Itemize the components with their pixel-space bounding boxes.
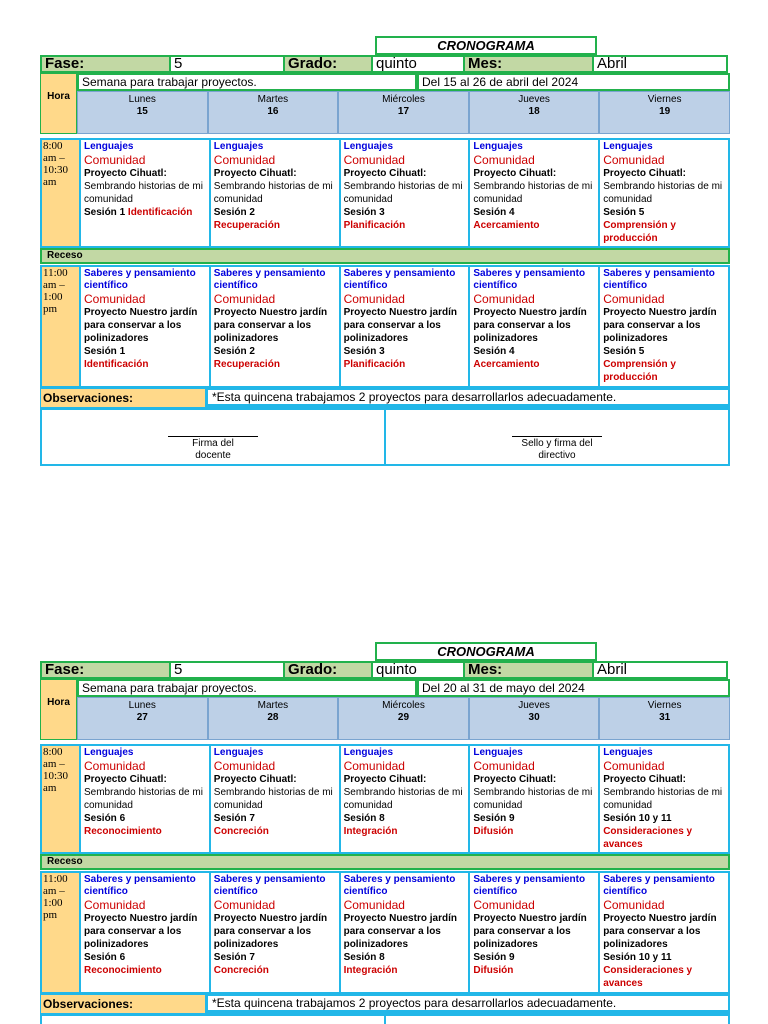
mes-value: Abril [592, 661, 728, 679]
day-name: Lunes [128, 700, 156, 711]
community: Comunidad [603, 292, 665, 306]
semana-text: Semana para trabajar proyectos. [77, 73, 417, 91]
project-description: Sembrando historias de mi comunidad [84, 787, 203, 811]
day-header [599, 697, 730, 740]
project: Proyecto Cihuatl: [603, 774, 686, 785]
day-header [208, 91, 339, 134]
day-header [469, 91, 600, 134]
morning-time: 8:00 am – 10:30 am [42, 746, 79, 852]
signature-docente [42, 410, 384, 464]
signature-label: Sello y firma del [521, 438, 593, 449]
afternoon-time: 11:00 am – 1:00 pm [42, 267, 79, 386]
schedule-cell [339, 267, 469, 386]
activity: Concreción [213, 826, 269, 837]
fase-value: 5 [169, 661, 285, 679]
fase-value: 5 [169, 55, 285, 73]
subject: Saberes y pensamiento científico [213, 268, 326, 291]
activity: Acercamiento [473, 220, 540, 231]
schedule-cell [79, 140, 209, 246]
day-header [338, 697, 469, 740]
day-header [77, 697, 208, 740]
subject: Saberes y pensamiento científico [603, 874, 715, 897]
session: Sesión 6 [84, 813, 126, 824]
project: Proyecto Nuestro jardín para conservar a los polinizadores [603, 307, 717, 344]
project: Proyecto Cihuatl: [343, 774, 427, 785]
session: Sesión 10 y 11 [603, 952, 672, 963]
subject: Saberes y pensamiento científico [84, 874, 196, 897]
project: Proyecto Nuestro jardín para conservar a los polinizadores [603, 913, 717, 950]
activity: Integración [343, 826, 398, 837]
day-name: Jueves [518, 94, 550, 105]
afternoon-time: 11:00 am – 1:00 pm [42, 873, 79, 992]
community: Comunidad [84, 898, 146, 912]
project: Proyecto Nuestro jardín para conservar a los polinizadores [213, 307, 328, 344]
subject: Lenguajes [603, 141, 653, 152]
session: Sesión 10 y 11 [603, 813, 672, 824]
hora-label: Hora [40, 679, 77, 740]
schedule-cell [339, 873, 469, 992]
activity: Planificación [343, 359, 406, 370]
semana-text: Semana para trabajar proyectos. [77, 679, 417, 697]
signature-directivo [384, 1016, 728, 1024]
project-description: Sembrando historias de mi comunidad [343, 181, 463, 205]
mes-label: Mes: [463, 55, 594, 73]
schedule-cell [598, 873, 728, 992]
community: Comunidad [603, 898, 665, 912]
session: Sesión 3 [343, 207, 385, 218]
schedule-cell [468, 746, 598, 852]
subject: Saberes y pensamiento científico [473, 874, 586, 897]
activity: Difusión [473, 826, 514, 837]
activity: Comprensión y producción [603, 220, 676, 244]
grado-label: Grado: [283, 55, 373, 73]
session: Sesión 2 [213, 346, 255, 357]
hora-label: Hora [40, 73, 77, 134]
schedule-cell [468, 267, 598, 386]
day-number: 17 [397, 106, 410, 117]
morning-row [40, 744, 730, 854]
subject: Saberes y pensamiento científico [473, 268, 586, 291]
signature-row [40, 408, 730, 466]
community: Comunidad [84, 153, 146, 167]
days-header [77, 91, 730, 134]
receso-row: Receso [40, 248, 730, 264]
schedule-cell [598, 140, 728, 246]
subject: Lenguajes [473, 747, 523, 758]
grado-label: Grado: [283, 661, 373, 679]
observations-text: *Esta quincena trabajamos 2 proyectos para desarrollarlos adecuadamente. [206, 994, 730, 1014]
schedule-cell [79, 746, 209, 852]
subject: Lenguajes [213, 141, 264, 152]
community: Comunidad [603, 759, 665, 773]
community: Comunidad [84, 292, 146, 306]
project: Proyecto Nuestro jardín para conservar a los polinizadores [84, 913, 198, 950]
schedule-cell [209, 140, 339, 246]
project-description: Sembrando historias de mi comunidad [213, 787, 333, 811]
project: Proyecto Cihuatl: [343, 168, 427, 179]
activity: Concreción [213, 965, 269, 976]
schedule-title: CRONOGRAMA [375, 36, 597, 55]
activity: Identificación [84, 359, 149, 370]
day-header [338, 91, 469, 134]
grado-value: quinto [371, 55, 465, 73]
project-description: Sembrando historias de mi comunidad [473, 181, 593, 205]
activity: Comprensión y producción [603, 359, 676, 383]
community: Comunidad [213, 153, 276, 167]
community: Comunidad [343, 292, 405, 306]
project: Proyecto Nuestro jardín para conservar a los polinizadores [343, 307, 457, 344]
observations-row [40, 994, 730, 1014]
session: Sesión 5 [603, 346, 645, 357]
activity: Recuperación [213, 359, 280, 370]
day-name: Viernes [647, 700, 682, 711]
activity: Planificación [343, 220, 406, 231]
schedule-cell [339, 140, 469, 246]
subject: Saberes y pensamiento científico [343, 268, 456, 291]
activity: Reconocimiento [84, 965, 162, 976]
activity: Integración [343, 965, 398, 976]
observations-label: Observaciones: [40, 994, 206, 1014]
project-description: Sembrando historias de mi comunidad [473, 787, 593, 811]
project: Proyecto Nuestro jardín para conservar a los polinizadores [213, 913, 328, 950]
afternoon-row [40, 871, 730, 994]
day-number: 31 [659, 712, 671, 723]
signature-line [168, 436, 258, 437]
day-name: Miércoles [382, 700, 425, 711]
subject: Saberes y pensamiento científico [343, 874, 456, 897]
grado-value: quinto [371, 661, 465, 679]
community: Comunidad [343, 759, 405, 773]
session: Sesión 9 [473, 952, 515, 963]
receso-row: Receso [40, 854, 730, 870]
schedule-cell [79, 267, 209, 386]
observations-text: *Esta quincena trabajamos 2 proyectos para desarrollarlos adecuadamente. [206, 388, 730, 408]
schedule-cell [209, 267, 339, 386]
project: Proyecto Cihuatl: [603, 168, 686, 179]
dates-text: Del 20 al 31 de mayo del 2024 [417, 679, 730, 697]
subject: Lenguajes [343, 141, 394, 152]
subject: Lenguajes [84, 747, 134, 758]
signature-docente [42, 1016, 384, 1024]
project-description: Sembrando historias de mi comunidad [603, 787, 723, 811]
session: Sesión 2 [213, 207, 255, 218]
activity: Difusión [473, 965, 514, 976]
session: Sesión 4 [473, 346, 515, 357]
subject: Lenguajes [84, 141, 134, 152]
signature-row [40, 1014, 730, 1024]
fase-label: Fase: [40, 661, 171, 679]
mes-label: Mes: [463, 661, 594, 679]
activity: Reconocimiento [84, 826, 162, 837]
session: Sesión 5 [603, 207, 645, 218]
schedule-cell [468, 873, 598, 992]
session: Sesión 4 [473, 207, 515, 218]
session: Sesión 7 [213, 952, 255, 963]
schedule-title: CRONOGRAMA [375, 642, 597, 661]
project-description: Sembrando historias de mi comunidad [213, 181, 333, 205]
day-number: 29 [397, 712, 410, 723]
signature-label: Firma del [192, 438, 234, 449]
session: Sesión 3 [343, 346, 385, 357]
day-number: 28 [267, 712, 279, 723]
mes-value: Abril [592, 55, 728, 73]
day-number: 18 [528, 106, 540, 117]
signature-label: directivo [538, 450, 576, 461]
session: Sesión 1 [84, 207, 126, 218]
project: Proyecto Cihuatl: [84, 774, 167, 785]
community: Comunidad [84, 759, 146, 773]
community: Comunidad [343, 153, 405, 167]
day-number: 27 [136, 712, 148, 723]
session: Sesión 7 [213, 813, 255, 824]
schedule-cell [339, 746, 469, 852]
day-header [208, 697, 339, 740]
project-description: Sembrando historias de mi comunidad [84, 181, 203, 205]
community: Comunidad [213, 898, 276, 912]
session: Sesión 9 [473, 813, 515, 824]
schedule-cell [209, 746, 339, 852]
day-name: Martes [257, 700, 289, 711]
fase-label: Fase: [40, 55, 171, 73]
project-description: Sembrando historias de mi comunidad [343, 787, 463, 811]
session: Sesión 8 [343, 813, 385, 824]
header-row [40, 55, 730, 73]
schedule-cell [598, 267, 728, 386]
community: Comunidad [473, 898, 535, 912]
project: Proyecto Nuestro jardín para conservar a los polinizadores [473, 913, 587, 950]
activity: Consideraciones y avances [603, 965, 693, 989]
signature-directivo [384, 410, 728, 464]
day-number: 30 [528, 712, 540, 723]
activity: Recuperación [213, 220, 280, 231]
subject: Saberes y pensamiento científico [84, 268, 196, 291]
community: Comunidad [343, 898, 405, 912]
project: Proyecto Nuestro jardín para conservar a los polinizadores [84, 307, 198, 344]
project: Proyecto Cihuatl: [213, 774, 297, 785]
day-header [469, 697, 600, 740]
schedule-cell [209, 873, 339, 992]
subject: Lenguajes [343, 747, 394, 758]
signature-line [512, 436, 602, 437]
schedule-cell [79, 873, 209, 992]
day-name: Miércoles [382, 94, 425, 105]
morning-time: 8:00 am – 10:30 am [42, 140, 79, 246]
project: Proyecto Cihuatl: [473, 168, 557, 179]
day-name: Lunes [128, 94, 156, 105]
community: Comunidad [473, 153, 535, 167]
day-header [77, 91, 208, 134]
afternoon-row [40, 265, 730, 388]
subject: Saberes y pensamiento científico [603, 268, 715, 291]
subject: Lenguajes [213, 747, 264, 758]
day-number: 16 [267, 106, 279, 117]
schedule-cell [598, 746, 728, 852]
project: Proyecto Nuestro jardín para conservar a los polinizadores [473, 307, 587, 344]
day-name: Viernes [647, 94, 682, 105]
day-name: Martes [257, 94, 289, 105]
dates-text: Del 15 al 26 de abril del 2024 [417, 73, 730, 91]
session: Sesión 6 [84, 952, 126, 963]
subject: Lenguajes [603, 747, 653, 758]
day-number: 15 [136, 106, 148, 117]
project: Proyecto Cihuatl: [213, 168, 297, 179]
project: Proyecto Cihuatl: [84, 168, 167, 179]
days-header [77, 697, 730, 740]
subject: Lenguajes [473, 141, 523, 152]
observations-label: Observaciones: [40, 388, 206, 408]
community: Comunidad [473, 292, 535, 306]
community: Comunidad [473, 759, 535, 773]
subject: Saberes y pensamiento científico [213, 874, 326, 897]
morning-row [40, 138, 730, 248]
schedule-1 [40, 36, 730, 466]
header-row [40, 661, 730, 679]
community: Comunidad [213, 759, 276, 773]
schedule-2 [40, 642, 730, 1024]
community: Comunidad [603, 153, 665, 167]
day-header [599, 91, 730, 134]
activity: Consideraciones y avances [603, 826, 693, 850]
session: Sesión 1 [84, 346, 126, 357]
observations-row [40, 388, 730, 408]
project-description: Sembrando historias de mi comunidad [603, 181, 723, 205]
project: Proyecto Cihuatl: [473, 774, 557, 785]
community: Comunidad [213, 292, 276, 306]
activity: Acercamiento [473, 359, 540, 370]
schedule-cell [468, 140, 598, 246]
day-name: Jueves [518, 700, 550, 711]
activity: Identificación [127, 207, 193, 218]
session: Sesión 8 [343, 952, 385, 963]
day-number: 19 [659, 106, 671, 117]
signature-label: docente [195, 450, 231, 461]
project: Proyecto Nuestro jardín para conservar a los polinizadores [343, 913, 457, 950]
